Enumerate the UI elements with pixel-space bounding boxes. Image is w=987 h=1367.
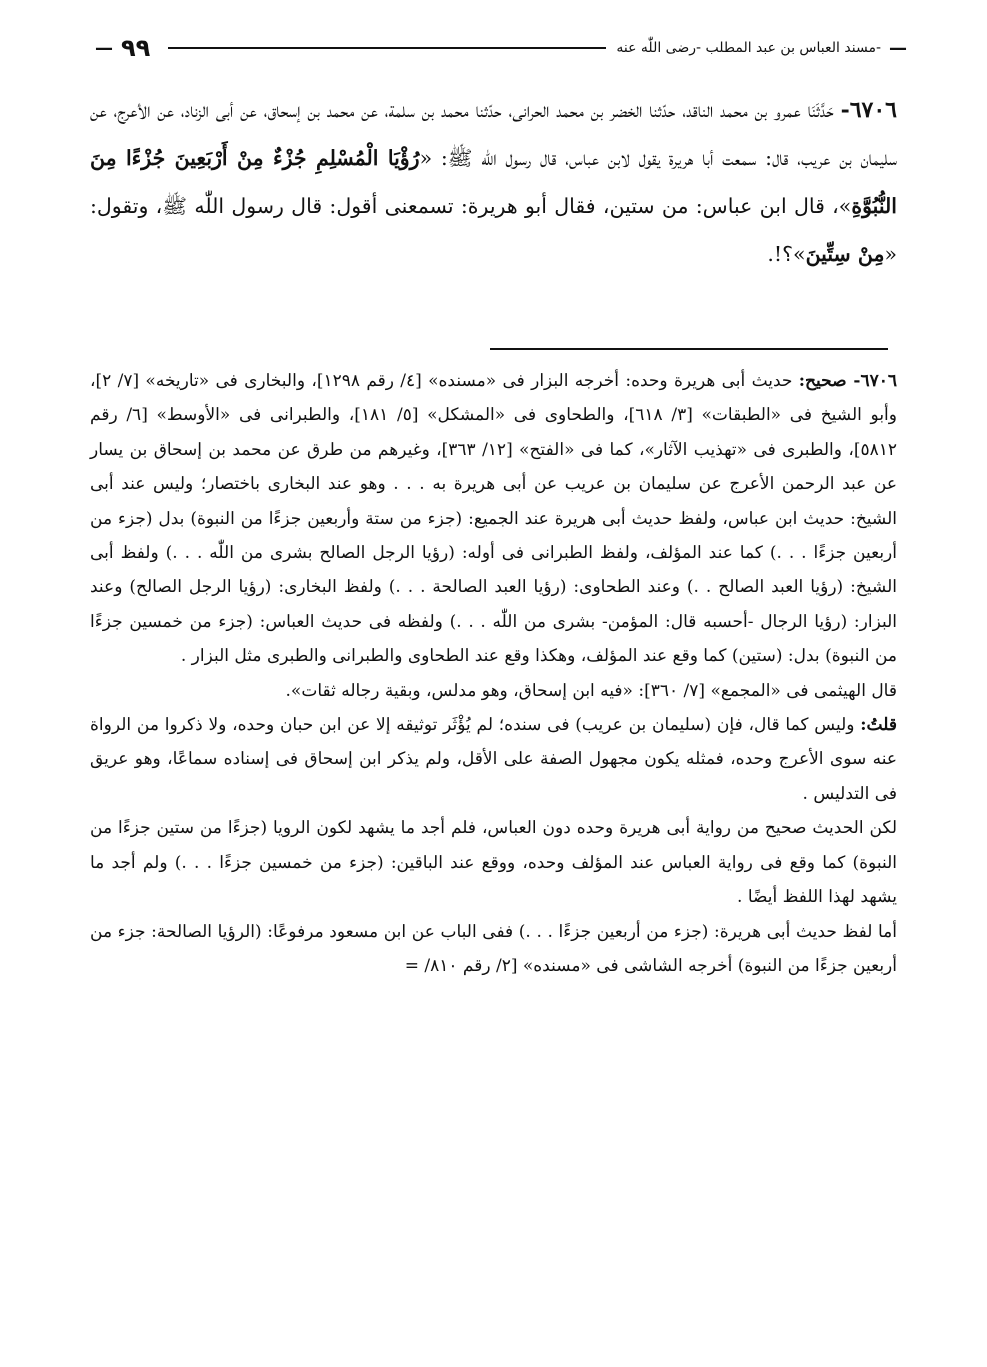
conclusion-paragraph: لكن الحديث صحيح من رواية أبى هريرة وحده دون العباس، فلم أجد ما يشهد لكون الرويا (جزءًا من ستين جزءًا من النبوة) كما وقع فى رواية العباس عند المؤلف وحده، ووقع عند الباقين: (جزء من خمسين جزءًا . . .) ولم أجد ما يشهد لهذا اللفظ أيضًا .	[90, 818, 897, 908]
takhrij-paragraph	[90, 364, 897, 674]
header-dash-left: —	[95, 37, 113, 59]
hadith-continuation: »، قال ابن عباس: من ستين، فقال أبو هريرة: تسمعنى أقول: قال رسول اللّٰه ﷺ، وتقول: «	[90, 194, 897, 266]
header-rule	[168, 47, 606, 49]
takhrij-number: ٦٧٠٦-	[853, 371, 897, 391]
qultu-label: قلتُ:	[860, 715, 897, 736]
running-title: مسند العباس بن عبد المطلب -رضى اللّٰه عنه-	[616, 40, 881, 56]
hadith-text	[90, 86, 897, 278]
page-header	[95, 36, 907, 60]
footnote-separator	[490, 348, 888, 350]
quote-min-sittin: مِنْ سِتِّينَ	[805, 242, 885, 266]
grading-label: صحيح:	[798, 371, 854, 391]
prophetic-quote: رُؤْيَا الْمُسْلِمِ جُزْءٌ مِنْ أَرْبَعِينَ جُزْءًا مِنَ النُّبُوَّةِ	[90, 146, 897, 218]
qultu-paragraph	[90, 708, 897, 811]
qultu-text: وليس كما قال، فإن (سليمان بن عريب) فى سنده؛ لم يُؤْثَر توثيقه إلا عن ابن حبان وحده، ولا ذكروا من الرواة عنه سوى الأعرج وحده، فمثله يكون مجهول الصفة على الأقل، ولم يذكر ابن إسحاق فى إسناده سماعًا، وهو عريق فى التدليس .	[90, 715, 897, 804]
haythami-paragraph: قال الهيثمى فى «المجمع» [٧/ ٣٦٠]: «فيه ابن إسحاق، وهو مدلس، وبقية رجاله ثقات».	[285, 680, 897, 701]
hadith-ending: »؟!.	[767, 242, 806, 266]
page-number: ٩٩	[121, 34, 151, 62]
hadith-chain: حَدَّثَنَا عمرو بن محمد الناقد، حدّثنا الخضر بن محمد الحرانى، حدّثنا محمد بن سلمة، عن محمد بن إسحاق، عن أبى الزناد، عن الأعرج، عن سليمان بن عريب، قال: سمعت أبا هريرة يقول لابن عباس، قال رسول اللّٰه ﷺ: «	[90, 98, 897, 170]
takhrij-text: حديث أبى هريرة وحده: أخرجه البزار فى «مسنده» [٤/ رقم ١٢٩٨]، والبخارى فى «تاريخه» [٧/ ٢]، وأبو الشيخ فى «الطبقات» [٣/ ٦١٨]، والطحاوى فى «المشكل» [٥/ ١٨١]، والطبرانى فى «الأوسط» [٦/ رقم ٥٨١٢]، والطبرى فى «تهذيب الآثار»، كما فى «الفتح» [١٢/ ٣٦٣]، وغيرهم من طرق عن محمد بن إسحاق بن يسار عن عبد الرحمن الأعرج عن سليمان بن عريب عن أبى هريرة به . . . وهو عند البخارى باختصار؛ وليس عند أبى الشيخ: حديث ابن عباس، ولفظ حديث أبى هريرة عند الجميع: (جزء من ستة وأربعين جزءًا من النبوة) بدل (جزء من أربعين جزءًا . . .) كما عند المؤلف، ولفظ الطبرانى فى أوله: (رؤيا الرجل الصالح بشرى من اللّٰه . . .) ولفظ أبى الشيخ: (رؤيا العبد الصالح . .) وعند الطحاوى: (رؤيا العبد الصالحة . . .) ولفظ البخارى: (رؤيا الرجل الصالح) وعند البزار: (رؤيا الرجال -أحسبه قال: المؤمن- بشرى من اللّٰه . . .) ولفظه فى حديث العباس: (جزء من خمسين جزءًا من النبوة) بدل: (ستين) كما وقع عند المؤلف، وهكذا وقع عند الطحاوى والطبرانى والطبرى مثل البزار .	[90, 371, 898, 667]
witness-paragraph: أما لفظ حديث أبى هريرة: (جزء من أربعين جزءًا . . .) ففى الباب عن ابن مسعود مرفوعًا: (الرؤيا الصالحة: جزء من أربعين جزءًا من النبوة) أخرجه الشاشى فى «مسنده» [٢/ رقم ٨١٠/ =	[90, 921, 897, 976]
commentary-section	[90, 364, 897, 983]
header-dash-right: —	[889, 37, 907, 59]
hadith-number: ٦٧٠٦-	[840, 97, 897, 123]
